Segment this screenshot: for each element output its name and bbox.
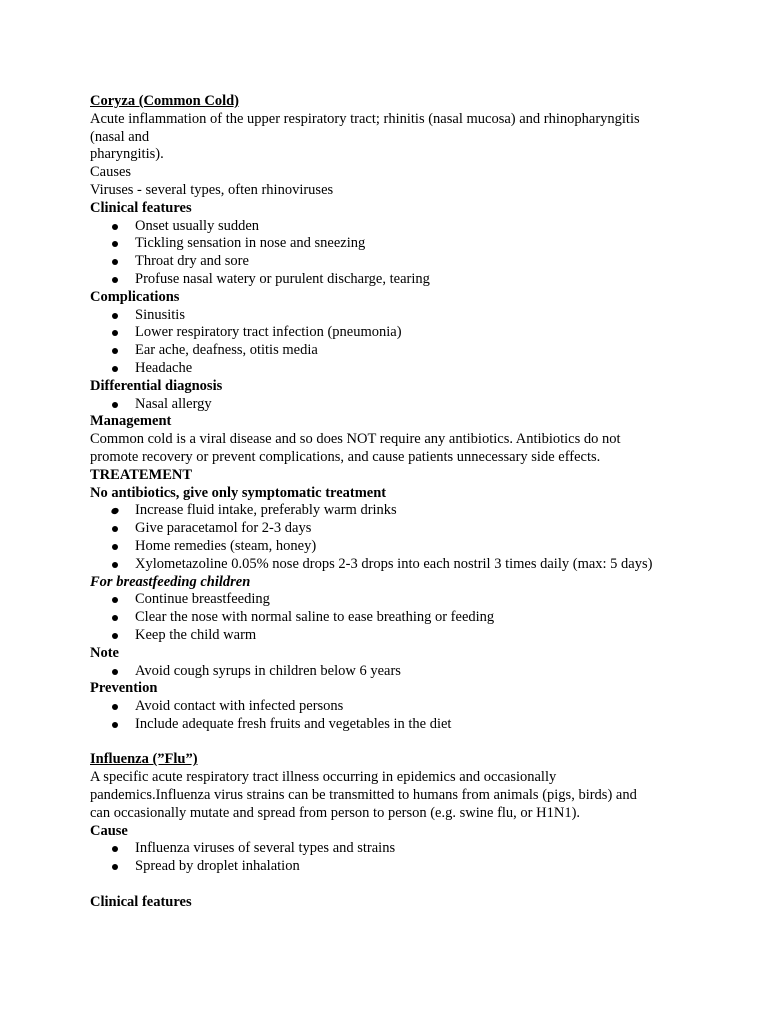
complications-list [90,307,690,378]
list-item: Profuse nasal watery or purulent discharge, tearing [90,271,690,289]
bullet-icon [112,615,118,621]
coryza-intro-line-2: (nasal and [90,128,150,145]
coryza-intro-line-1: Acute inflammation of the upper respiratory tract; rhinitis (nasal mucosa) and rhinopharyngitis [90,110,640,127]
list-item: Sinusitis [90,307,690,325]
list-item: Xylometazoline 0.05% nose drops 2-3 drops into each nostril 3 times daily (max: 5 days) [90,556,690,574]
treatment-list [90,502,690,573]
bullet-icon [112,366,118,372]
list-item: Influenza viruses of several types and strains [90,840,690,858]
bullet-icon [112,597,118,603]
section-spacer [90,876,690,894]
clinical-features-heading: Clinical features [90,199,192,216]
list-item: Avoid cough syrups in children below 6 years [90,663,690,681]
list-item: Nasal allergy [90,396,690,414]
bullet-icon [112,864,118,870]
bullet-icon [112,846,118,852]
differential-diagnosis-list [90,396,690,414]
list-item: Lower respiratory tract infection (pneumonia) [90,324,690,342]
list-item: Keep the child warm [90,627,690,645]
list-item: Clear the nose with normal saline to ease breathing or feeding [90,609,690,627]
causes-text: Viruses - several types, often rhinoviruses [90,181,334,198]
breastfeeding-heading: For breastfeeding children [90,573,251,590]
list-item: Headache [90,360,690,378]
bullet-icon [112,633,118,639]
influenza-intro-line-2: pandemics.Influenza virus strains can be transmitted to humans from animals (pigs, birds) and [90,787,637,804]
treatment-heading: TREATEMENT [90,466,193,483]
bullet-icon [112,241,118,247]
document-body [90,93,690,912]
prevention-heading: Prevention [90,680,158,697]
breastfeeding-list [90,591,690,644]
cause-list [90,840,690,876]
section-spacer [90,734,690,752]
list-item: Home remedies (steam, honey) [90,538,690,556]
list-item: Continue breastfeeding [90,591,690,609]
causes-heading: Causes [90,164,132,181]
bullet-icon [112,277,118,283]
clinical-features-list [90,218,690,289]
treatment-subheading: No antibiotics, give only symptomatic treatment [90,484,387,501]
bullet-icon [112,544,118,550]
bullet-icon [112,402,118,408]
list-item: Include adequate fresh fruits and vegetables in the diet [90,716,690,734]
list-item: Ear ache, deafness, otitis media [90,342,690,360]
differential-diagnosis-heading: Differential diagnosis [90,377,223,394]
bullet-icon [112,224,118,230]
bullet-icon [112,259,118,265]
bullet-icon [112,669,118,675]
bullet-icon [112,330,118,336]
coryza-intro-line-3: pharyngitis). [90,146,164,163]
complications-heading: Complications [90,288,180,305]
bullet-icon [112,562,118,568]
management-heading: Management [90,413,172,430]
note-heading: Note [90,644,119,661]
influenza-intro-line-1: A specific acute respiratory tract illness occurring in epidemics and occasionally [90,769,557,786]
list-item: Give paracetamol for 2-3 days [90,520,690,538]
list-item: Onset usually sudden [90,218,690,236]
bullet-icon [110,507,119,516]
list-item: Avoid contact with infected persons [90,698,690,716]
section-title-influenza: Influenza (”Flu”) [90,751,198,768]
bullet-icon [112,348,118,354]
cause-heading: Cause [90,822,128,839]
management-line-2: promote recovery or prevent complications, and cause patients unnecessary side effects. [90,448,601,465]
management-line-1: Common cold is a viral disease and so does NOT require any antibiotics. Antibiotics do not [90,431,621,448]
influenza-clinical-features-heading: Clinical features [90,893,192,910]
list-item: Throat dry and sore [90,253,690,271]
note-list [90,663,690,681]
list-item: Increase fluid intake, preferably warm drinks [90,502,690,520]
bullet-icon [112,313,118,319]
bullet-icon [112,526,118,532]
influenza-intro-line-3: can occasionally mutate and spread from person to person (e.g. swine flu, or H1N1). [90,804,581,821]
prevention-list [90,698,690,734]
section-title-coryza: Coryza (Common Cold) [90,93,240,109]
list-item: Spread by droplet inhalation [90,858,690,876]
bullet-icon [112,722,118,728]
list-item: Tickling sensation in nose and sneezing [90,235,690,253]
bullet-icon [112,704,118,710]
